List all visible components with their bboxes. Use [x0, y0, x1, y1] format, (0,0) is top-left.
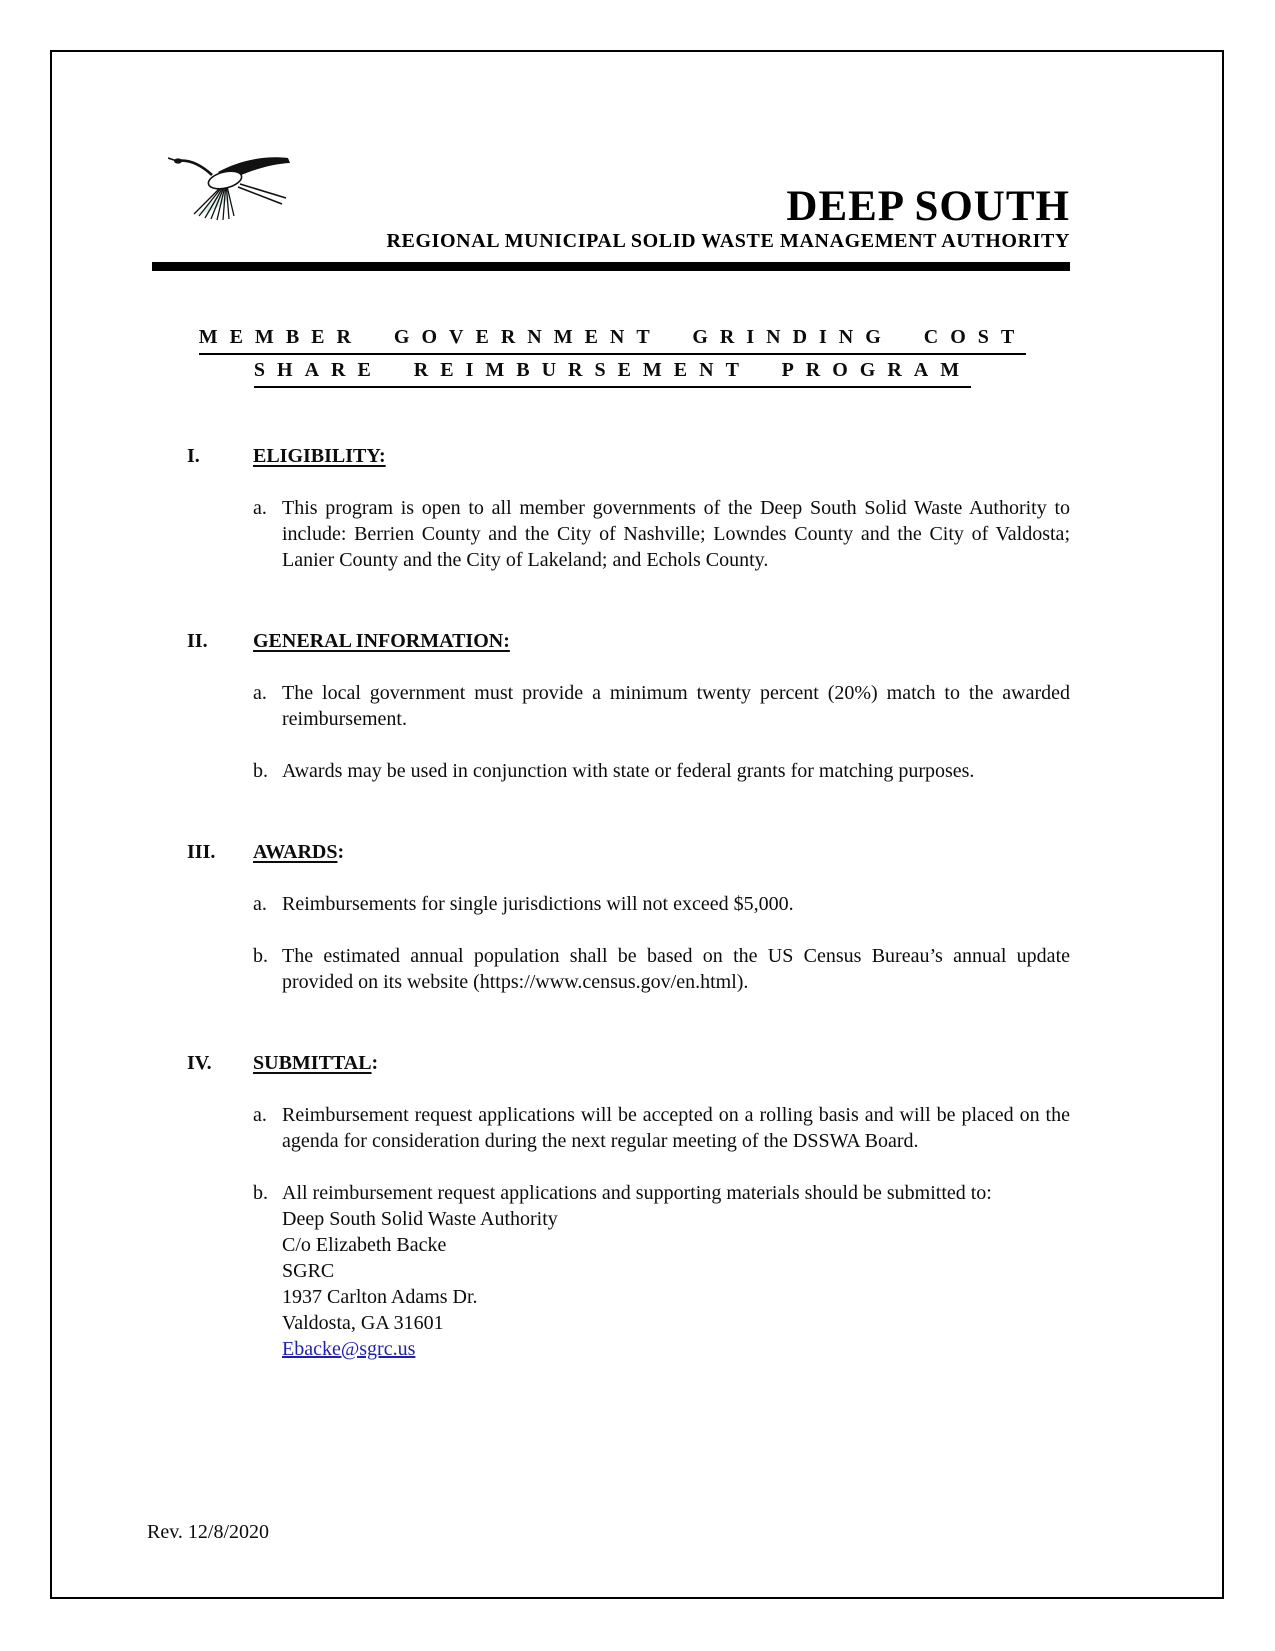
section-heading-suffix: : — [337, 841, 345, 863]
list-item-text: Reimbursements for single jurisdictions will not exceed $5,000. — [282, 893, 794, 915]
list-item-label: b. — [253, 1182, 268, 1204]
list-item-label: b. — [253, 945, 268, 967]
section-heading-text: SUBMITTAL — [253, 1052, 372, 1074]
section-numeral: I. — [187, 445, 200, 467]
section-heading-submittal — [155, 1050, 1070, 1076]
submittal-address-block — [282, 1206, 1070, 1362]
list-item — [155, 758, 1070, 784]
list-item-text: The local government must provide a minimum twenty percent (20%) match to the awarded reimbursement. — [282, 682, 1070, 730]
list-item-label: a. — [253, 1104, 267, 1126]
section-heading-text: ELIGIBILITY: — [253, 445, 386, 467]
list-item-text: This program is open to all member governments of the Deep South Solid Waste Authority to include: Berrien County and the City of Nashville; Lowndes County and the City of Valdosta; Lanier County and the City of Lakeland; and Echols County. — [282, 497, 1070, 571]
section-heading-general-information — [155, 628, 1070, 654]
list-item — [155, 495, 1070, 573]
address-line: 1937 Carlton Adams Dr. — [282, 1286, 478, 1308]
list-item-label: a. — [253, 682, 267, 704]
list-item — [155, 943, 1070, 995]
section-heading-awards — [155, 839, 1070, 865]
section-heading-eligibility — [155, 443, 1070, 469]
address-line: SGRC — [282, 1260, 335, 1282]
section-numeral: II. — [187, 630, 208, 652]
email-link[interactable]: Ebacke@sgrc.us — [282, 1338, 416, 1360]
document-content — [155, 0, 1070, 1362]
section-heading-suffix: : — [371, 1052, 379, 1074]
list-item-text: Reimbursement request applications will be accepted on a rolling basis and will be placed on the agenda for consideration during the next regular meeting of the DSSWA Board. — [282, 1104, 1070, 1152]
section-numeral: III. — [187, 841, 216, 863]
address-line: Deep South Solid Waste Authority — [282, 1208, 558, 1230]
document-title-line-2: SHARE REIMBURSEMENT PROGRAM — [155, 355, 1070, 388]
address-line: C/o Elizabeth Backe — [282, 1234, 447, 1256]
list-item-label: a. — [253, 893, 267, 915]
list-item-text: Awards may be used in conjunction with state or federal grants for matching purposes. — [282, 760, 975, 782]
address-line: Valdosta, GA 31601 — [282, 1312, 444, 1334]
org-subtitle: REGIONAL MUNICIPAL SOLID WASTE MANAGEMENT AUTHORITY — [386, 230, 1070, 252]
document-title — [155, 322, 1070, 388]
document-title-line-1: MEMBER GOVERNMENT GRINDING COST — [155, 322, 1070, 355]
list-item-label: b. — [253, 760, 268, 782]
list-item-text: The estimated annual population shall be based on the US Census Bureau’s annual update provided on its website (https://www.census.gov/en.html). — [282, 945, 1070, 993]
list-item-text: All reimbursement request applications and supporting materials should be submitted to: — [282, 1182, 992, 1204]
list-item-label: a. — [253, 497, 267, 519]
section-numeral: IV. — [187, 1052, 212, 1074]
section-heading-text: AWARDS — [253, 841, 338, 863]
org-title: DEEP SOUTH — [786, 183, 1070, 230]
section-heading-text: GENERAL INFORMATION: — [253, 630, 510, 652]
revision-date: Rev. 12/8/2020 — [147, 1521, 270, 1543]
list-item — [155, 1102, 1070, 1154]
list-item — [155, 891, 1070, 917]
list-item — [155, 1180, 1070, 1362]
list-item — [155, 680, 1070, 732]
list-item-text — [282, 1180, 1070, 1362]
